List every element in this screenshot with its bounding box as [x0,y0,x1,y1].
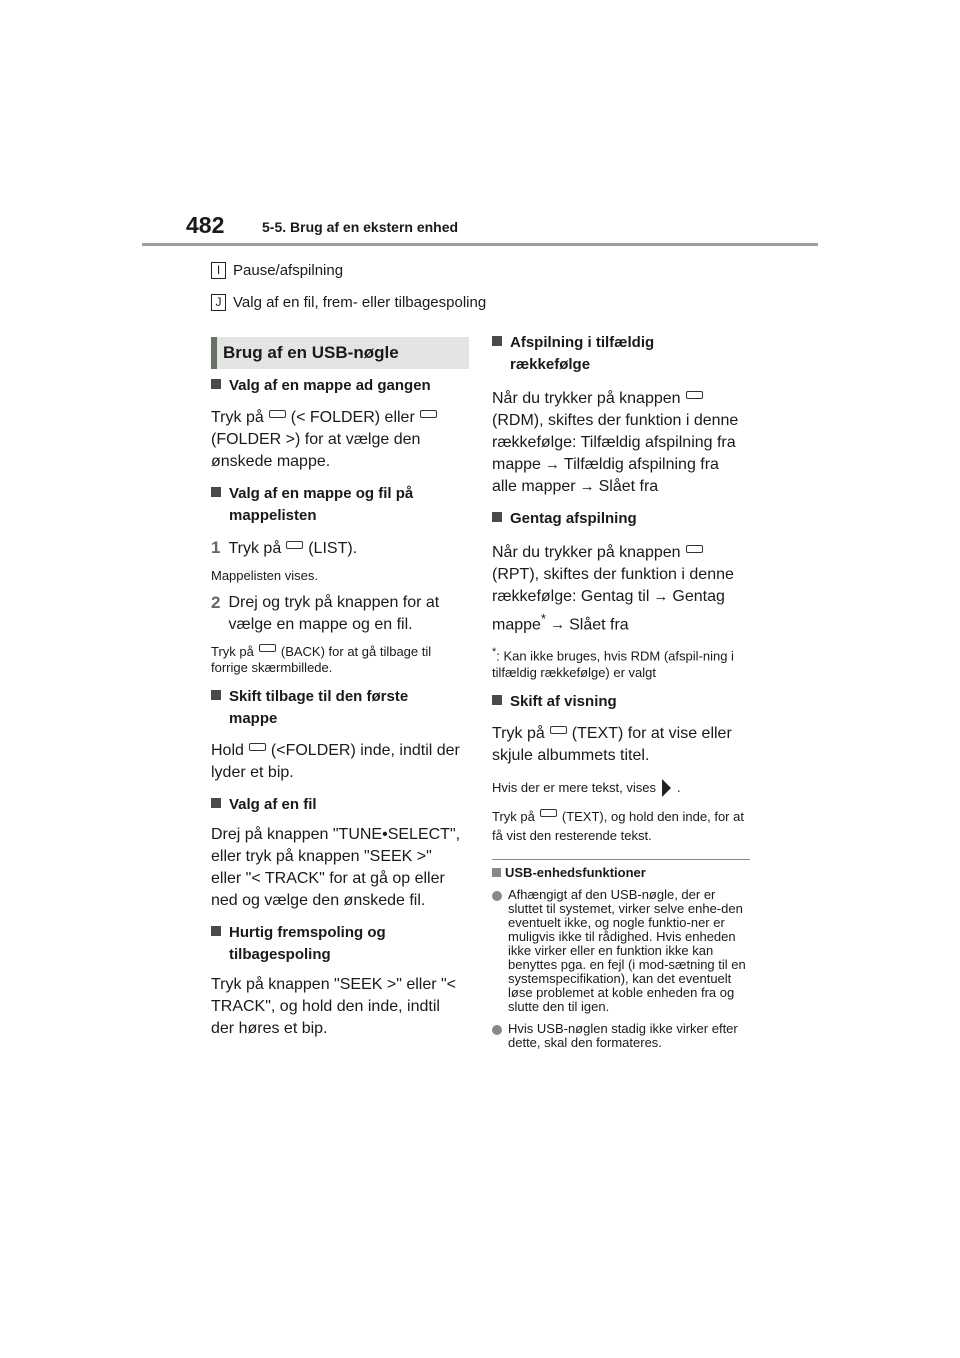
button-icon [550,726,567,734]
square-bullet-icon [492,868,501,877]
usb-notes [492,865,750,1050]
circle-bullet-icon [492,1025,502,1035]
square-bullet-icon [211,379,221,389]
subhead-first-2: mappe [229,710,278,727]
subhead-display: Skift af visning [492,691,748,713]
step-2-note: Tryk på (BACK) for at gå tilbage til forrige skærmbillede. [211,644,432,675]
subhead-list-2: mappelisten [229,507,317,524]
button-icon [686,545,703,553]
first-paragraph: Hold (<FOLDER) inde, indtil der lyder et bip. [211,742,460,781]
step-1-note: Mappelisten vises. [211,568,318,583]
usb-heading: Brug af en USB-nøgle [211,337,469,369]
square-bullet-icon [211,487,221,497]
arrow-icon: → [544,456,560,473]
section-title: 5-5. Brug af en ekstern enhed [262,219,459,235]
more-text-note: Hvis der er mere tekst, vises . [492,779,681,795]
square-bullet-icon [211,926,221,936]
button-icon [420,410,437,418]
subhead-list: Valg af en mappe og fil på [211,483,466,505]
button-icon [686,391,703,399]
button-icon [269,410,286,418]
square-bullet-icon [211,690,221,700]
circle-bullet-icon [492,891,502,901]
header-divider [142,243,818,246]
step-1: 1 Tryk på (LIST). [211,538,358,557]
usb-note-2: Hvis USB-nøglen stadig ikke virker efter dette, skal den formateres. [492,1022,750,1050]
subhead-random: Afspilning i tilfældig [492,332,748,354]
arrow-icon: → [579,478,595,495]
right-column [492,332,748,845]
arrow-icon: → [653,588,669,605]
page-number: 482 [186,212,225,238]
subhead-file: Valg af en fil [211,794,466,816]
subhead-fast-2: tilbagespoling [229,946,331,963]
footnote: *: Kan ikke bruges, hvis RDM (afspil-ning i tilfældig rækkefølge) er valgt [492,646,734,680]
play-arrow-icon [662,779,671,797]
square-bullet-icon [211,798,221,808]
square-bullet-icon [492,695,502,705]
callout-j [211,294,486,311]
callout-i [211,262,343,279]
left-column [211,375,466,1040]
usb-note-1: Afhængigt af den USB-nøgle, der er sluttet til systemet, virker selve enhe-den eventuelt ikke, og nogle funktio-ner er muligvis ikke til rådighed. Hvis enheden ikke virker eller en funktion ikke kan benyttes pga. en fejl (i mod-sætning til en systemspecifikation), kan det eventuelt løse problemet at koble enheden fra og slutte den til igen. [492,888,750,1014]
random-paragraph: Når du trykker på knappen (RDM), skiftes der funktion i denne rækkefølge: Tilfældig afspilning fra mappe → Tilfældig afspilning fra alle mapper → Slået fra [492,388,748,498]
step-2: 2 Drej og tryk på knappen for at vælge en mappe og en fil. [211,593,440,633]
folder-paragraph: Tryk på (< FOLDER) eller (FOLDER >) for at vælge den ønskede mappe. [211,407,466,473]
file-paragraph: Drej på knappen "TUNE•SELECT", eller tryk på knappen "SEEK >" eller "< TRACK" for at gå op eller ned og vælge den ønskede fil. [211,826,461,909]
subhead-first: Skift tilbage til den første [211,686,466,708]
button-icon [259,644,276,652]
button-icon [540,809,557,817]
subhead-repeat: Gentag afspilning [492,508,748,530]
callout-letter: I [211,262,226,279]
square-bullet-icon [492,336,502,346]
repeat-paragraph: Når du trykker på knappen (RPT), skiftes der funktion i denne rækkefølge: Gentag til → Gentag mappe* → Slået fra [492,542,748,636]
callout-letter: J [211,294,226,311]
fast-paragraph: Tryk på knappen "SEEK >" eller "< TRACK", og hold den inde, indtil der høres et bip. [211,976,457,1037]
arrow-icon: → [550,616,566,634]
callout-text: Pause/afspilning [233,262,344,279]
button-icon [286,541,303,549]
usb-notes-title: USB-enhedsfunktioner [492,865,750,880]
display-paragraph: Tryk på (TEXT) for at vise eller skjule albummets titel. [492,724,732,764]
subhead-folder: Valg af en mappe ad gangen [211,375,466,397]
callout-text: Valg af en fil, frem- eller tilbagespoling [233,294,487,311]
subhead-random-2: rækkefølge [510,356,591,373]
button-icon [249,743,266,751]
hold-text-note: Tryk på (TEXT), og hold den inde, for at få vist den resterende tekst. [492,808,744,843]
subhead-fast: Hurtig fremspoling og [211,922,466,944]
square-bullet-icon [492,512,502,522]
note-divider [492,859,750,860]
